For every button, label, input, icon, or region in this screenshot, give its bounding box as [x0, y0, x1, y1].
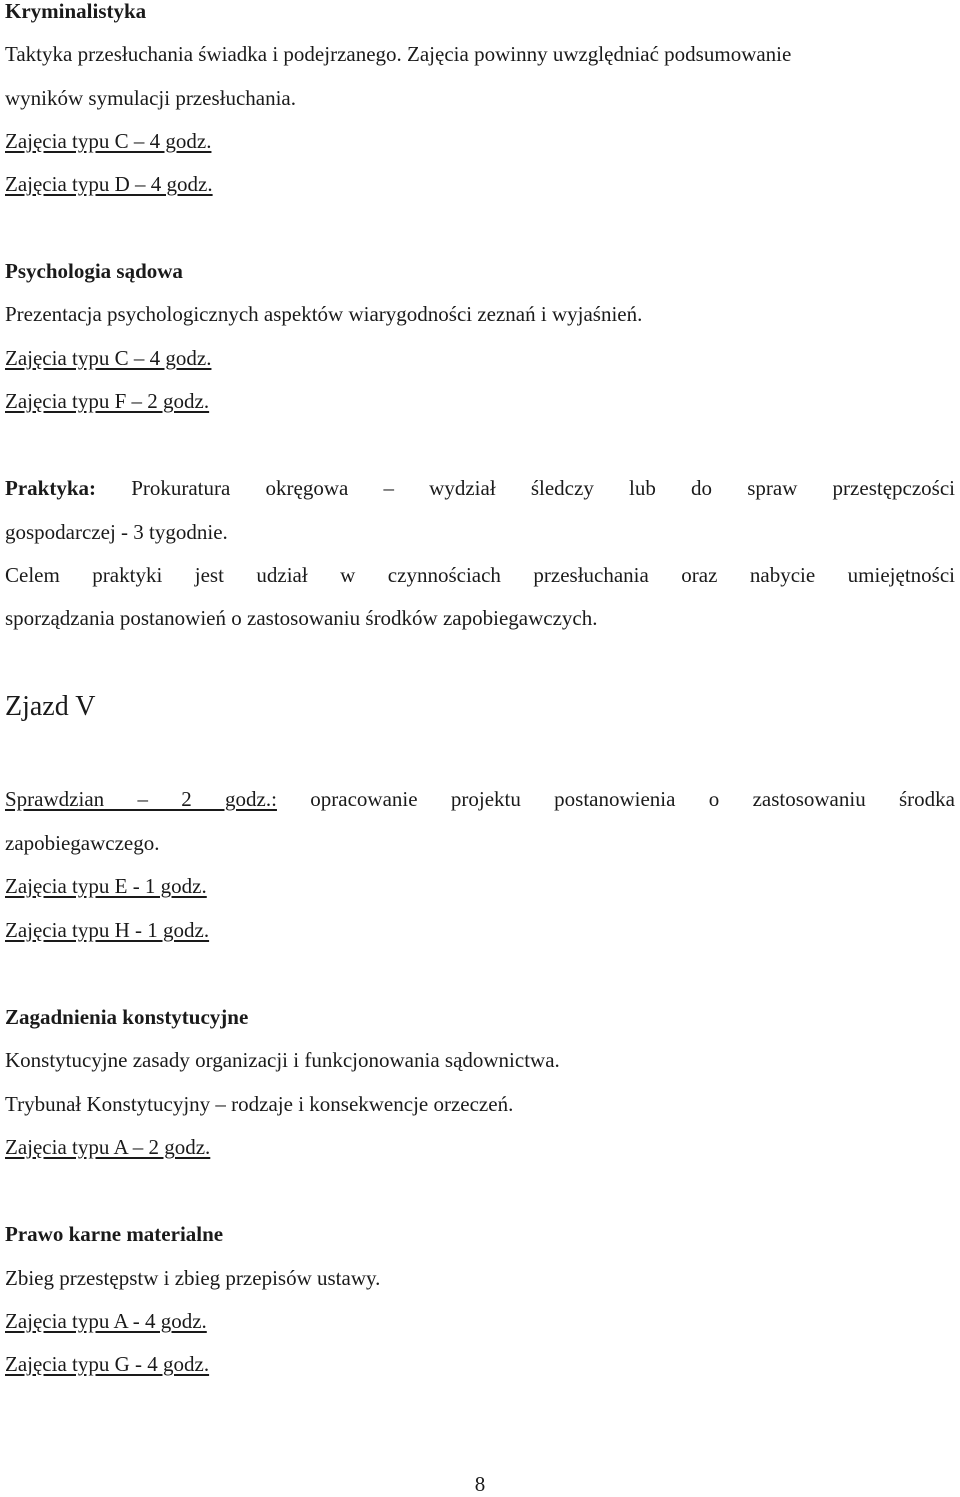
kryminalistyka-desc-line2: wyników symulacji przesłuchania. — [5, 86, 297, 110]
praktyka-goal-line2: sporządzania postanowień o zastosowaniu środków zapobiegawczych. — [5, 606, 598, 630]
prawo-karne-class-a: Zajęcia typu A - 4 godz. — [5, 1309, 207, 1333]
section-heading-konstytucyjne: Zagadnienia konstytucyjne — [5, 1005, 249, 1029]
kryminalistyka-class-d: Zajęcia typu D – 4 godz. — [5, 172, 213, 196]
section-heading-kryminalistyka: Kryminalistyka — [5, 0, 147, 23]
sprawdzian-line2: zapobiegawczego. — [5, 831, 160, 855]
section-heading-psychologia: Psychologia sądowa — [5, 259, 183, 283]
prawo-karne-desc: Zbieg przestępstw i zbieg przepisów ustawy. — [5, 1266, 381, 1290]
praktyka-line1 — [5, 475, 955, 501]
section-heading-prawo-karne: Prawo karne materialne — [5, 1222, 224, 1246]
sprawdzian-label: Sprawdzian – 2 godz.: — [5, 787, 277, 811]
praktyka-label: Praktyka: — [5, 476, 96, 500]
sprawdzian-line1-text: opracowanie projektu postanowienia o zastosowaniu środka — [310, 787, 955, 811]
psychologia-desc: Prezentacja psychologicznych aspektów wiarygodności zeznań i wyjaśnień. — [5, 302, 643, 326]
prawo-karne-class-g: Zajęcia typu G - 4 godz. — [5, 1352, 210, 1376]
praktyka-goal-line1: Celem praktyki jest udział w czynnościach przesłuchania oraz nabycie umiejętności — [5, 563, 955, 587]
sprawdzian-class-h: Zajęcia typu H - 1 godz. — [5, 918, 210, 942]
konstytucyjne-desc1: Konstytucyjne zasady organizacji i funkcjonowania sądownictwa. — [5, 1048, 560, 1072]
psychologia-class-c: Zajęcia typu C – 4 godz. — [5, 346, 212, 370]
praktyka-line1-text: Prokuratura okręgowa – wydział śledczy lub do spraw przestępczości — [131, 476, 955, 500]
zjazd-heading: Zjazd V — [5, 691, 96, 722]
psychologia-class-f: Zajęcia typu F – 2 godz. — [5, 389, 210, 413]
kryminalistyka-class-c: Zajęcia typu C – 4 godz. — [5, 129, 212, 153]
page-number: 8 — [474, 1472, 486, 1496]
sprawdzian-line1 — [5, 786, 955, 812]
kryminalistyka-desc-line1: Taktyka przesłuchania świadka i podejrzanego. Zajęcia powinny uwzględniać podsumowanie — [5, 42, 792, 66]
konstytucyjne-class-a: Zajęcia typu A – 2 godz. — [5, 1135, 211, 1159]
praktyka-line2: gospodarczej - 3 tygodnie. — [5, 520, 228, 544]
sprawdzian-class-e: Zajęcia typu E - 1 godz. — [5, 874, 207, 898]
konstytucyjne-desc2: Trybunał Konstytucyjny – rodzaje i konsekwencje orzeczeń. — [5, 1092, 514, 1116]
